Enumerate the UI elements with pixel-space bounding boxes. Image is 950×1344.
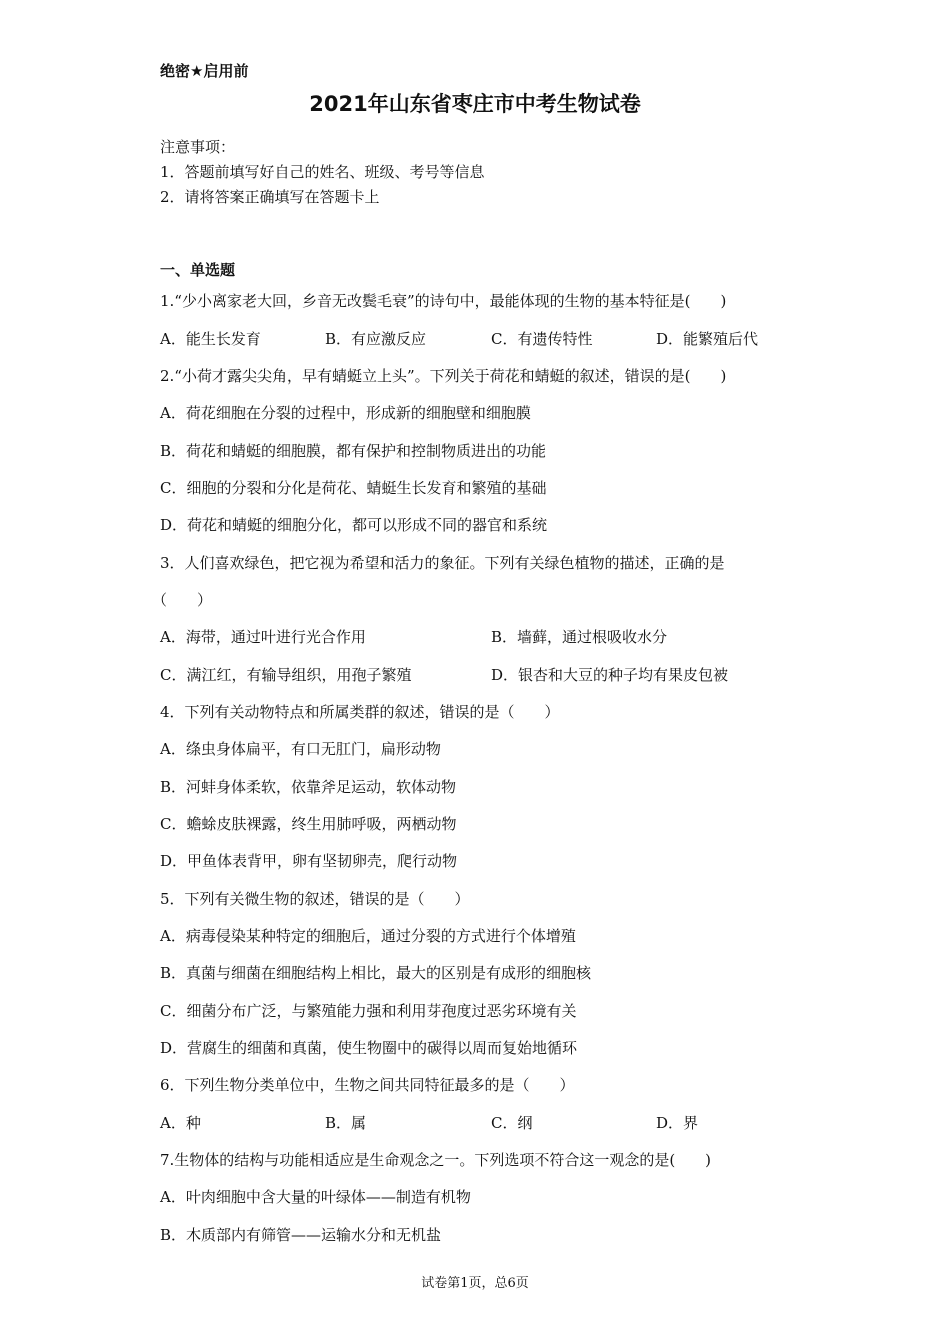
section-title: 一、单选题 [160, 261, 236, 279]
page-footer: 试卷第1页，总6页 [421, 1276, 529, 1291]
question-7-option-a: A．叶肉细胞中含大量的叶绿体——制造有机物 [160, 1188, 471, 1206]
note-item-2: 2．请将答案正确填写在答题卡上 [160, 188, 380, 206]
question-4-option-d: D．甲鱼体表背甲，卵有坚韧卵壳，爬行动物 [160, 852, 458, 870]
question-4-option-b: B．河蚌身体柔软，依靠斧足运动，软体动物 [160, 778, 457, 796]
question-6-option-b: B．属 [325, 1114, 367, 1132]
question-6-option-a: A．种 [160, 1114, 201, 1132]
question-1-option-c: C．有遗传特性 [491, 330, 593, 348]
question-3-option-a: A．海带，通过叶进行光合作用 [160, 628, 366, 646]
question-3-option-d: D．银杏和大豆的种子均有果皮包被 [491, 666, 729, 684]
question-3-stem-continued: （ ） [152, 591, 213, 609]
question-5-option-d: D．营腐生的细菌和真菌，使生物圈中的碳得以周而复始地循环 [160, 1039, 578, 1057]
question-5-option-c: C．细菌分布广泛，与繁殖能力强和利用芽孢度过恶劣环境有关 [160, 1002, 577, 1020]
question-3-option-c: C．满江红，有输导组织，用孢子繁殖 [160, 666, 412, 684]
notes-heading: 注意事项： [160, 138, 236, 156]
confidential-label: 绝密★启用前 [160, 62, 249, 80]
question-1-option-d: D．能繁殖后代 [656, 330, 759, 348]
question-2-option-d: D．荷花和蜻蜓的细胞分化，都可以形成不同的器官和系统 [160, 516, 548, 534]
question-1-stem: 1.“少小离家老大回，乡音无改鬓毛衰”的诗句中，最能体现的生物的基本特征是( ) [160, 292, 727, 310]
question-2-option-a: A．荷花细胞在分裂的过程中，形成新的细胞壁和细胞膜 [160, 404, 531, 422]
question-7-stem: 7.生物体的结构与功能相适应是生命观念之一。下列选项不符合这一观念的是( ) [160, 1151, 712, 1169]
question-4-option-c: C．蟾蜍皮肤裸露，终生用肺呼吸，两栖动物 [160, 815, 457, 833]
question-5-option-a: A．病毒侵染某种特定的细胞后，通过分裂的方式进行个体增殖 [160, 927, 576, 945]
question-1-option-a: A．能生长发育 [160, 330, 261, 348]
note-item-1: 1．答题前填写好自己的姓名、班级、考号等信息 [160, 163, 485, 181]
question-2-stem: 2.“小荷才露尖尖角，早有蜻蜓立上头”。下列关于荷花和蜻蜓的叙述，错误的是( ) [160, 367, 727, 385]
question-4-option-a: A．绦虫身体扁平，有口无肛门，扁形动物 [160, 740, 441, 758]
question-6-option-c: C．纲 [491, 1114, 533, 1132]
question-2-option-b: B．荷花和蜻蜓的细胞膜，都有保护和控制物质进出的功能 [160, 442, 547, 460]
question-7-option-b: B．木质部内有筛管——运输水分和无机盐 [160, 1226, 442, 1244]
question-4-stem: 4．下列有关动物特点和所属类群的叙述，错误的是（ ） [160, 703, 560, 721]
question-5-option-b: B．真菌与细菌在细胞结构上相比，最大的区别是有成形的细胞核 [160, 964, 592, 982]
question-5-stem: 5．下列有关微生物的叙述，错误的是（ ） [160, 890, 470, 908]
question-6-stem: 6．下列生物分类单位中，生物之间共同特征最多的是（ ） [160, 1076, 575, 1094]
question-3-stem: 3．人们喜欢绿色，把它视为希望和活力的象征。下列有关绿色植物的描述，正确的是 [160, 554, 725, 572]
question-3-option-b: B．墙藓，通过根吸收水分 [491, 628, 668, 646]
page-title: 2021年山东省枣庄市中考生物试卷 [309, 92, 641, 116]
question-2-option-c: C．细胞的分裂和分化是荷花、蜻蜓生长发育和繁殖的基础 [160, 479, 547, 497]
question-1-option-b: B．有应激反应 [325, 330, 427, 348]
question-6-option-d: D．界 [656, 1114, 699, 1132]
